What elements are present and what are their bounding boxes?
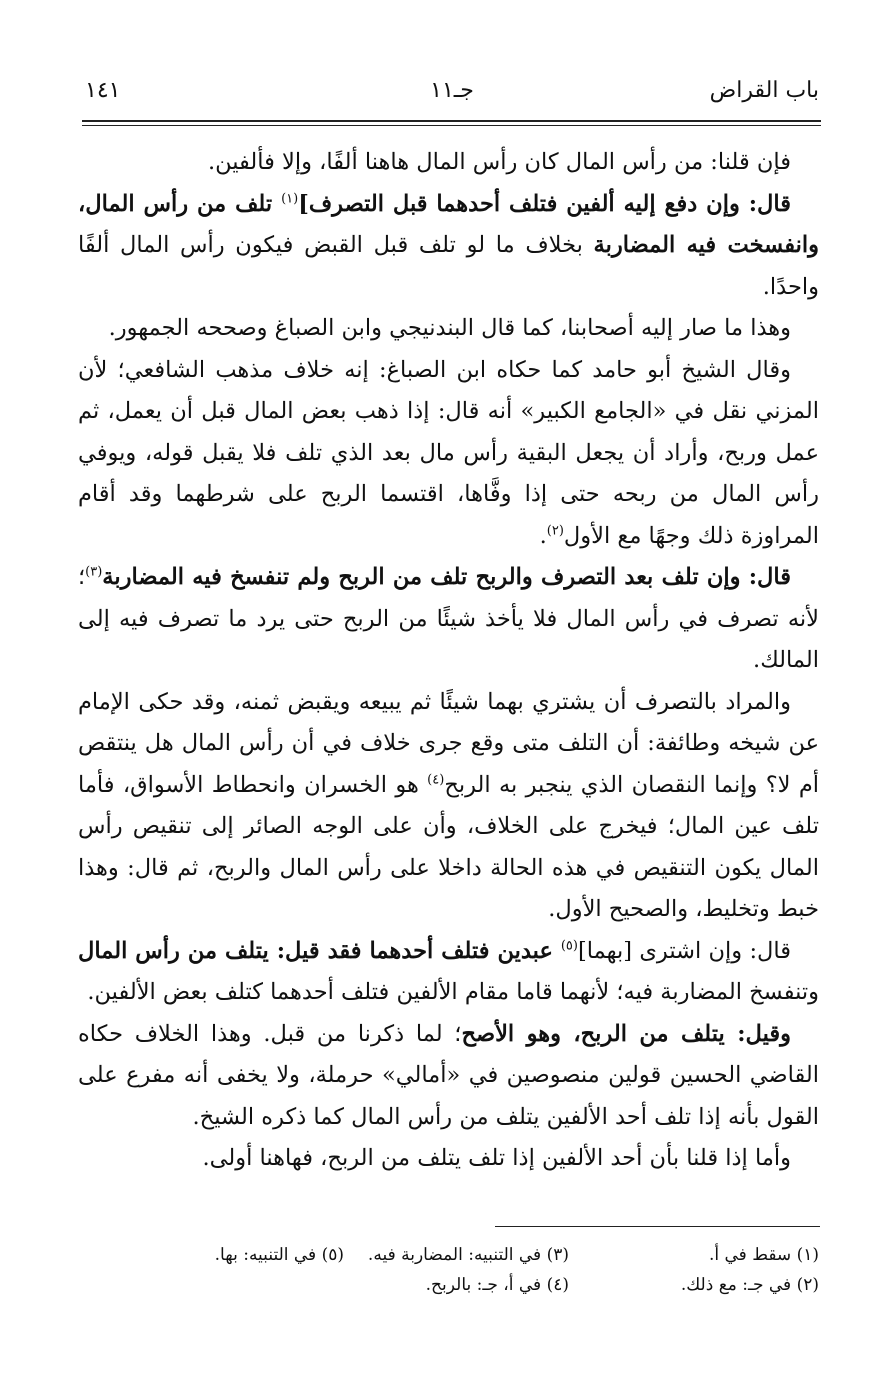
- text-run: وأما إذا قلنا بأن أحد الألفين إذا تلف يتلف من الربح، فهاهنا أولى.: [202, 1145, 791, 1171]
- text-run: ؛ لأنه تصرف في رأس المال فلا يأخذ شيئًا من الربح حتى يرد ما تصرف فيه إلى المالك.: [78, 564, 819, 673]
- paragraph: [78, 184, 819, 309]
- bold-text: وقيل: يتلف من الربح، وهو الأصح: [461, 1020, 791, 1047]
- footnote-ref: (٥): [560, 938, 578, 953]
- paragraph: [78, 557, 819, 682]
- footnote-row: [150, 1270, 819, 1300]
- page-header: [85, 78, 819, 114]
- footnote: (٢) في جـ: مع ذلك.: [680, 1275, 819, 1295]
- volume-label: جـ١١: [430, 78, 474, 103]
- paragraph: [78, 350, 819, 558]
- main-text: [78, 142, 819, 1180]
- bold-text: عبدين فتلف أحدهما فقد قيل: يتلف من رأس المال: [78, 937, 561, 964]
- footnote-ref: (٣): [85, 564, 103, 580]
- page-number: ١٤١: [85, 78, 121, 103]
- bold-text: قال: وإن تلف بعد التصرف والربح تلف من الربح ولم تنفسخ فيه المضاربة: [102, 564, 791, 590]
- paragraph: [78, 308, 819, 350]
- footnote: (٥) في التنبيه: بها.: [214, 1245, 344, 1265]
- paragraph: [78, 682, 819, 931]
- text-run: .: [539, 522, 547, 549]
- footnote-row: [150, 1240, 819, 1270]
- footnote-ref: (٢): [546, 523, 564, 538]
- paragraph: [78, 931, 819, 1014]
- footnote: (٣) في التنبيه: المضاربة فيه.: [367, 1245, 569, 1265]
- text-run: والمراد بالتصرف أن يشتري بهما شيئًا ثم يبيعه ويقبض ثمنه، وقد حكى الإمام عن شيخه وطائفة: أن التلف متى وقع جرى خلاف في أن رأس المال هل ينتقص أم لا؟ وإنما النقصان الذي ينجبر به الربح: [78, 688, 820, 798]
- text-run: وهذا ما صار إليه أصحابنا، كما قال البندنيجي وابن الصباغ وصححه الجمهور.: [108, 315, 791, 341]
- text-run: هو الخسران وانحطاط الأسواق، فأما تلف عين المال؛ فيخرج على الخلاف، وأن على الوجه الصائر إلى تنقيص رأس المال يكون التنقيص في هذه الحالة داخلا على رأس المال والربح، ثم قال: وهذا خبط وتخليط، والصحيح الأول.: [78, 771, 819, 922]
- footnote-ref: (١): [281, 191, 299, 206]
- footnote-separator: [495, 1226, 820, 1227]
- header-rule: [82, 120, 821, 122]
- footnotes: [150, 1240, 819, 1300]
- text-run: بخلاف ما لو تلف قبل القبض فيكون رأس المال ألفًا واحدًا.: [78, 232, 819, 300]
- text-run: قال: وإن اشترى [بهما]: [577, 937, 792, 964]
- footnote: (١) سقط في أ.: [708, 1245, 819, 1265]
- footnote-ref: (٤): [427, 772, 445, 787]
- bold-text: قال: وإن دفع إليه ألفين فتلف أحدهما قبل التصرف]: [298, 190, 791, 217]
- chapter-title: باب القراض: [709, 78, 819, 103]
- paragraph: [78, 1138, 819, 1180]
- paragraph: [78, 142, 819, 184]
- bold-text: تلف من رأس المال، وانفسخت فيه المضاربة: [78, 190, 820, 258]
- text-run: وقال الشيخ أبو حامد كما حكاه ابن الصباغ: إنه خلاف مذهب الشافعي؛ لأن المزني نقل في «الجامع الكبير» أنه قال: إذا ذهب بعض المال قبل أن يعمل، ثم عمل وربح، وأراد أن يجعل البقية رأس مال بعد الذي تلف فلا يقبل قوله، ويوفي رأس المال من ربحه حتى إذا وفَّاها، اقتسما الربح على شرطهما وقد أقام المراوزة ذلك وجهًا مع الأول: [78, 356, 819, 549]
- text-run: ؛ لما ذكرنا من قبل. وهذا الخلاف حكاه القاضي الحسين قولين منصوصين في «أمالي» حرملة، ولا يخفى أنه مفرع على القول بأنه إذا تلف أحد الألفين يتلف من رأس المال كما ذكره الشيخ.: [78, 1020, 819, 1130]
- text-run: فإن قلنا: من رأس المال كان رأس المال هاهنا ألفًا، وإلا فألفين.: [207, 149, 791, 175]
- paragraph: [78, 1014, 819, 1139]
- footnote: (٤) في أ، جـ: بالربح.: [425, 1275, 569, 1295]
- header-rule-thin: [82, 125, 821, 126]
- text-run: وتنفسخ المضاربة فيه؛ لأنهما قاما مقام الألفين فتلف أحدهما كتلف بعض الألفين.: [87, 979, 819, 1005]
